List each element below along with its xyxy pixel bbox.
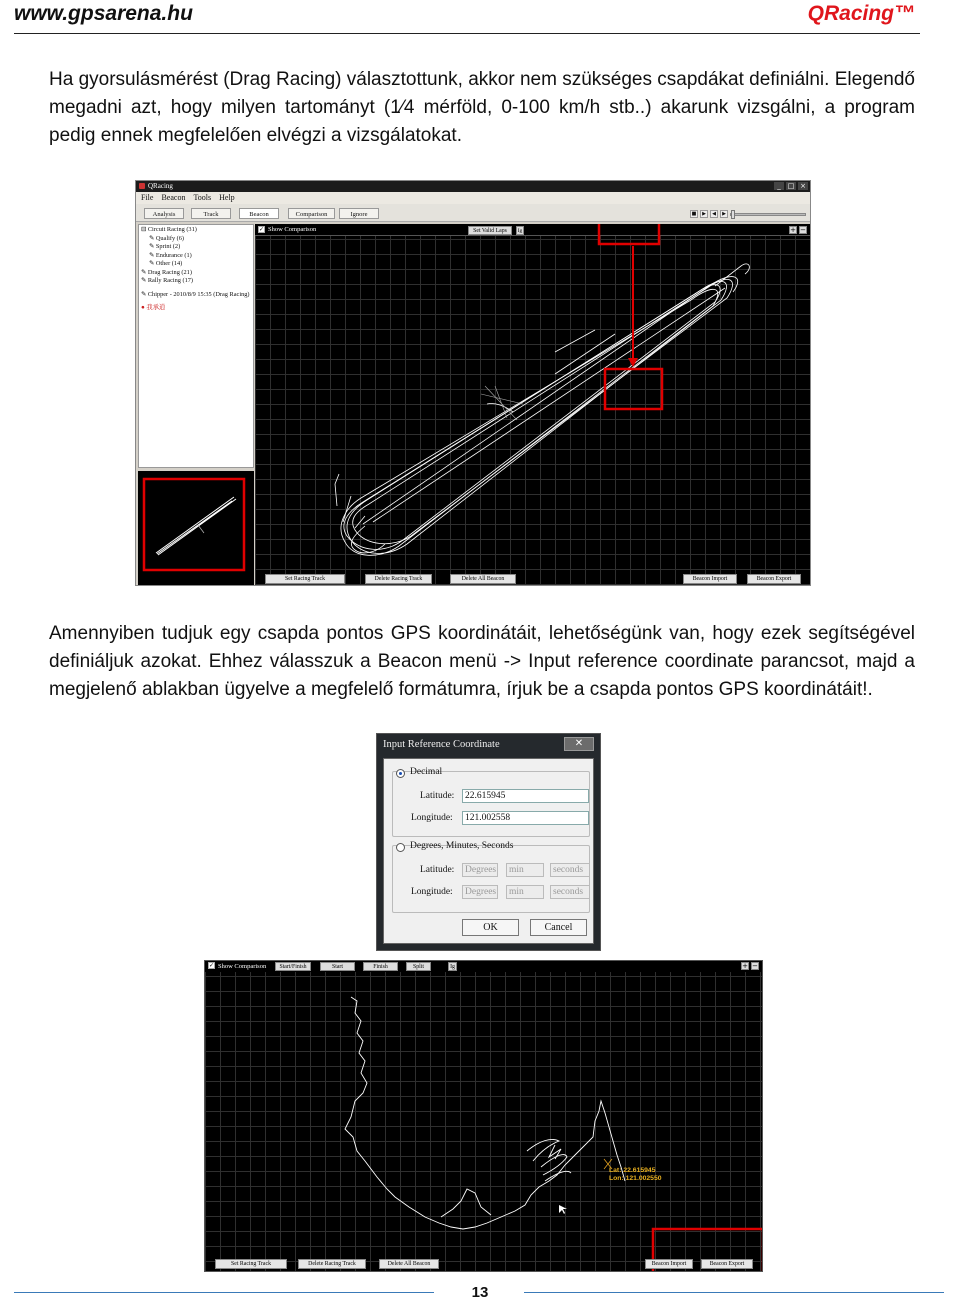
decimal-group [392,771,590,837]
menu-bar [136,192,810,204]
longitude-readout: Lon: 121.002550 [609,1175,662,1182]
show-comparison-label: Show Comparison [268,226,317,233]
lat-degrees-input[interactable]: Degrees [462,863,498,877]
maximize-icon[interactable]: □ [787,182,795,190]
latitude-readout: Lat: 22.615945 [609,1167,656,1174]
minimap [138,471,254,585]
longitude-label: Longitude: [411,813,453,823]
beacon-import-button[interactable]: Beacon Import [683,574,737,584]
start-finish-button[interactable]: Start/Finish [275,962,311,971]
tab-analysis[interactable]: Analysis [144,208,184,219]
track-map-view[interactable] [255,224,810,585]
app-icon [139,183,145,189]
forward-icon[interactable]: ▶ [720,210,728,218]
dms-latitude-label: Latitude: [420,865,455,875]
lon-degrees-input[interactable]: Degrees [462,885,498,899]
drag-track-drawing [255,224,810,585]
tab-ignore[interactable]: Ignore [339,208,379,219]
minimize-icon[interactable]: _ [774,182,784,190]
set-racing-track-button[interactable]: Set Racing Track [265,574,345,584]
paragraph-drag-racing: Ha gyorsulásmérést (Drag Racing) választottunk, akkor nem szükséges csapdákat definiálni. Elegendő megadni azt, hogy milyen tartományt (1⁄4 mérföld, 0-100 km/h stb..) akarunk vizsgálni, a program pedig ennek megfelelően elvégzi a vizsgálatokat. [49,69,915,146]
lon-seconds-input[interactable]: seconds [550,885,590,899]
qracing-screenshot-beacon [135,180,811,586]
decimal-radio[interactable] [396,769,405,778]
input-reference-coordinate-dialog [376,733,601,951]
delete-racing-track-button[interactable]: Delete Racing Track [298,1259,366,1269]
tree-item[interactable]: ✎ Other (14) [149,260,183,267]
dms-longitude-label: Longitude: [411,887,453,897]
zoom-in-icon[interactable]: + [742,962,748,970]
minimap-track [138,471,254,585]
lat-seconds-input[interactable]: seconds [550,863,590,877]
close-icon[interactable]: × [798,182,808,190]
show-comparison-checkbox[interactable]: ✓ [259,226,265,233]
dms-label: Degrees, Minutes, Seconds [410,841,514,851]
menu-file[interactable]: File [141,193,154,202]
cancel-button[interactable]: Cancel [530,919,587,936]
playback-controls [690,210,728,218]
window-titlebar [136,181,810,192]
tab-beacon[interactable]: Beacon [239,208,279,219]
tree-item[interactable]: ✎ Sprint (2) [149,243,181,250]
page-number: 13 [471,1284,489,1301]
product-name: QRacing™ [807,2,915,25]
tree-item[interactable]: ✎ Endurance (1) [149,251,192,259]
menu-help[interactable]: Help [219,193,235,202]
header-divider [14,33,920,34]
split-button[interactable]: Split [406,962,431,971]
playback-slider[interactable] [730,213,806,216]
tree-item[interactable]: ✎ Qualify (6) [149,234,185,242]
menu-beacon[interactable]: Beacon [161,193,186,202]
ignore-button[interactable]: Ig [448,962,457,971]
delete-racing-track-button[interactable]: Delete Racing Track [365,574,432,584]
paragraph-gps-coordinates: Amennyiben tudjuk egy csapda pontos GPS koordinátáit, lehetőségünk van, hogy ezek segítségével definiáljuk azokat. Ehhez válasszuk a Beacon menü -> Input reference coordinate parancsot, majd a megjelenő ablakban ügyelve a megfelelő formátumra, írjuk be a csapda pontos GPS koordinátáit!. [49,623,915,700]
ignore-button[interactable]: Ig [517,228,523,234]
dms-group [392,845,590,913]
beacon-button-bar [205,1257,762,1270]
beacon-export-button[interactable]: Beacon Export [701,1259,753,1269]
tree-item[interactable]: ✎ Rally Racing (17) [141,277,193,284]
beacon-import-button[interactable]: Beacon Import [645,1259,693,1269]
latitude-label: Latitude: [420,791,455,801]
set-racing-track-button[interactable]: Set Racing Track [215,1259,287,1269]
delete-all-beacon-button[interactable]: Delete All Beacon [379,1259,439,1269]
finish-button[interactable]: Finish [363,962,398,971]
slider-knob[interactable] [731,210,735,219]
qracing-screenshot-circuit[interactable] [204,960,763,1272]
show-comparison-label: Show Comparison [218,963,267,970]
zoom-in-icon[interactable]: + [790,226,796,234]
start-button[interactable]: Start [320,962,355,971]
tab-bar [136,204,810,222]
set-valid-laps-button[interactable]: Set Valid Laps [468,226,512,235]
zoom-out-icon[interactable]: − [752,962,758,970]
rewind-icon[interactable]: ◀ [710,210,718,218]
dialog-close-button[interactable]: ✕ [564,737,594,751]
dialog-body [383,758,594,944]
delete-all-beacon-button[interactable]: Delete All Beacon [450,574,516,584]
menu-tools[interactable]: Tools [193,193,212,202]
longitude-input[interactable]: 121.002558 [462,811,589,825]
tab-comparison[interactable]: Comparison [288,208,335,219]
show-comparison-checkbox[interactable]: ✓ [209,962,215,969]
coastline-track-drawing [205,961,763,1272]
dialog-title: Input Reference Coordinate [383,739,500,750]
decimal-label: Decimal [410,767,443,777]
tree-item-session[interactable]: ✎ Chipper - 2010/8/9 15:35 (Drag Racing) [141,290,250,298]
dms-radio[interactable] [396,843,405,852]
beacon-button-bar [255,572,810,585]
tree-item[interactable]: ✎ Drag Racing (21) [141,268,192,276]
zoom-out-icon[interactable]: − [800,226,806,234]
coordinate-readout [609,1167,662,1183]
window-title: QRacing [148,182,173,190]
tree-item-driver[interactable]: ● 我承逍 [141,304,166,311]
session-tree [138,224,254,468]
tab-track[interactable]: Track [191,208,231,219]
stop-icon[interactable]: ■ [691,211,697,217]
lon-minutes-input[interactable]: min [506,885,544,899]
beacon-export-button[interactable]: Beacon Export [747,574,801,584]
play-icon[interactable]: ▶ [700,210,708,218]
latitude-input[interactable]: 22.615945 [462,789,589,803]
site-url: www.gpsarena.hu [14,2,193,25]
ok-button[interactable]: OK [462,919,519,936]
lat-minutes-input[interactable]: min [506,863,544,877]
tree-item[interactable]: ⊟ Circuit Racing (31) [141,226,197,233]
